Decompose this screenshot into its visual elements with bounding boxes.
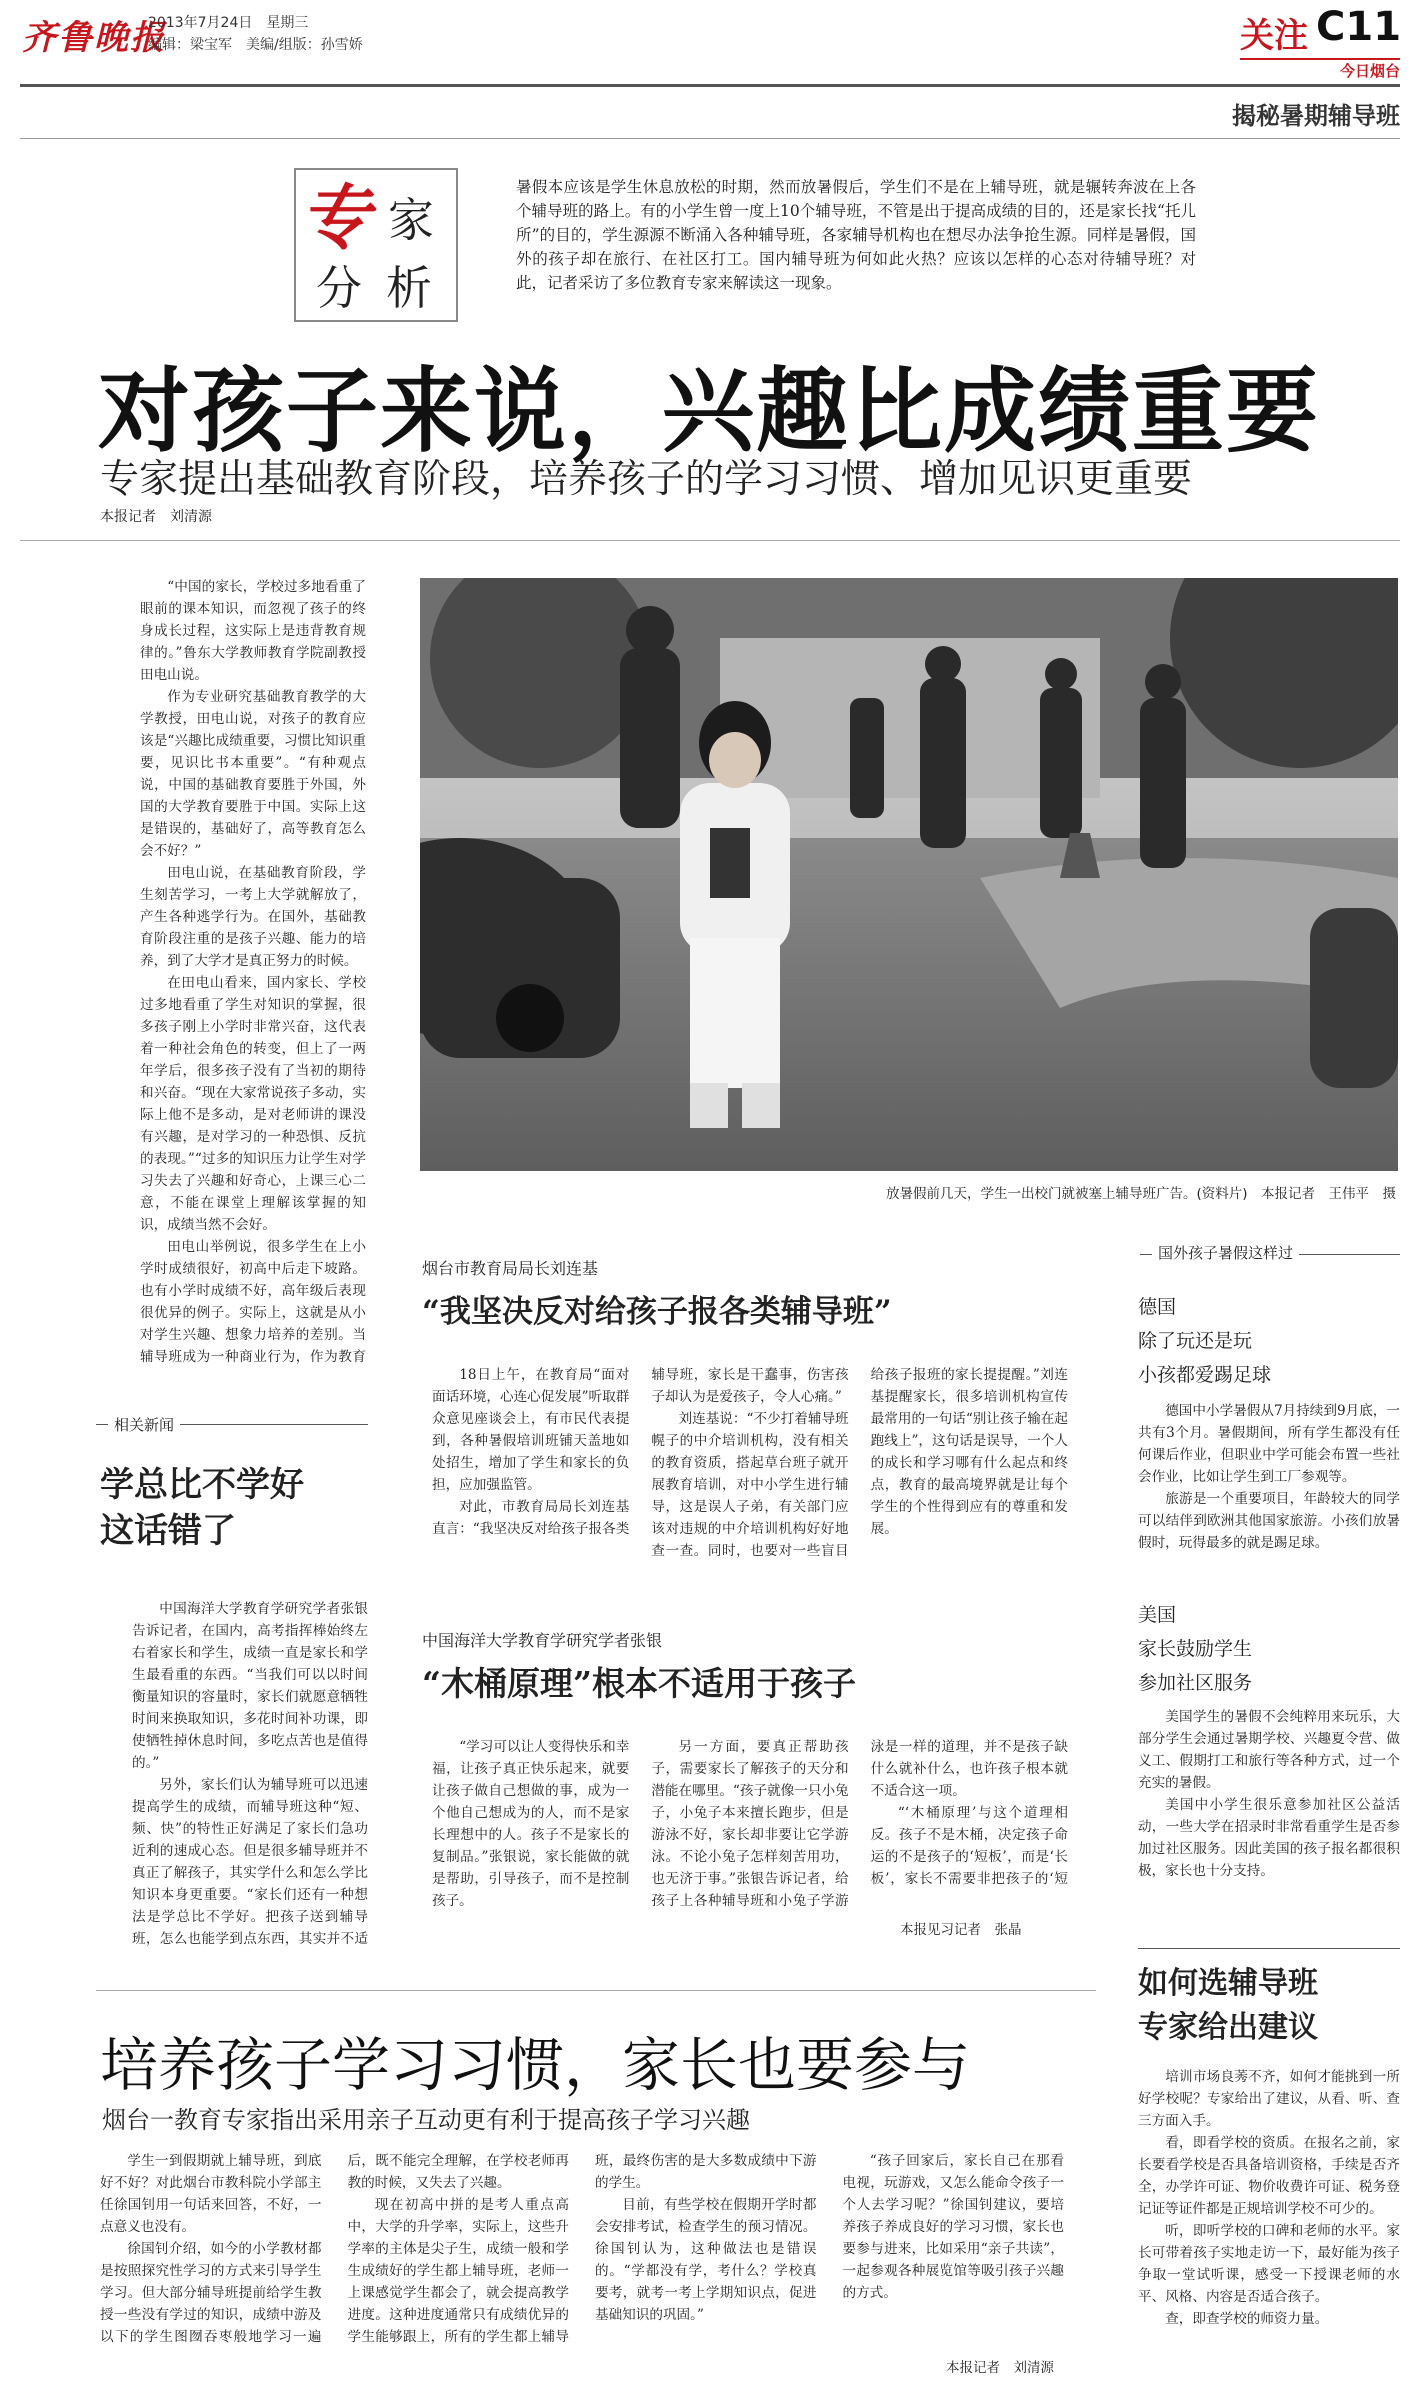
usa-header — [1138, 1598, 1252, 1700]
howto-headline-line: 如何选辅导班 — [1138, 1966, 1318, 2001]
badge-char-1: 专 — [300, 176, 370, 259]
paragraph: “‘木桶原理’与这个道理相反。孩子不是木桶，决定孩子命运的不是孩子的‘短板’，而是‘长板’，家长不需要非把孩子的‘短 — [870, 1805, 1068, 1887]
related-headline-line: 这话错了 — [100, 1511, 236, 1551]
paragraph: 在田电山看来，国内家长、学校过多地看重了学生对知识的掌握，很多孩子刚上小学时非常兴奋，这代表着一种社会角色的转变，但上了一两年学后，很多孩子没有了当初的期待和兴奋。“现在大家常说孩子多动，实际上他不是多动，是对老师讲的课没有兴趣，是对学习的一种恐惧、反抗的表现。”“过多的知识压力让学生对学习失去了兴趣和好奇心，上课三心二意，不能在课堂上理解该掌握的知识，成绩当然不会好。 — [140, 975, 366, 1233]
paragraph: 看，即看学校的资质。在报名之前，家长要看学校是否具备培训资格，手续是否齐全，办学许可证、物价收费许可证、税务登记证等证件都是正规培训学校不可少的。 — [1138, 2135, 1400, 2217]
paragraph: 徐国钊介绍，如今的小学教材都是按照探究性学习的方式来引导学生学习。但大部分辅导班提前给学生教授一些没有学过的知识，成绩中游及以下的学生图囫吞枣般地学习一遍后，既不能完全理解，在学校老师再教的时候，又失去了兴趣。 — [100, 2153, 569, 2345]
article3-body — [432, 1736, 1068, 1912]
bottom-headline: 培养孩子学习习惯，家长也要参与 — [100, 2031, 971, 2099]
howto-headline-line: 专家给出建议 — [1138, 2010, 1318, 2045]
paragraph: 听，即听学校的口碑和老师的水平。家长可带着孩子实地走访一下，最好能为孩子争取一堂试听课，感受一下授课老师的水平、风格、内容是否适合孩子。 — [1138, 2223, 1400, 2305]
expert-badge — [294, 168, 458, 322]
article3-headline: “木桶原理”根本不适用于孩子 — [422, 1664, 856, 1703]
germany-body — [1138, 1400, 1400, 1580]
paragraph: “孩子回家后，家长自己在那看电视，玩游戏，又怎么能命令孩子一个人去学习呢？”徐国钊建议，要培养孩子养成良好的学习习惯，家长也要参与进来，比如采用“亲子共读”，一起参观各种展览馆等吸引孩子兴趣的方式。 — [842, 2153, 1064, 2301]
main-subhead: 专家提出基础教育阶段，培养孩子的学习习惯、增加见识更重要 — [100, 457, 1193, 502]
paragraph: 现在初高中拼的是考人重点高中，大学的升学率，实际上，这些升学率的主体是尖子生，成绩一般和学生成绩好的学生都上辅导班，老师一上课感觉学生都会了，就会提高教学进度。这种进度通常只有成绩优异的学生能够跟上，所有的学生都上辅导班，最终伤害的是大多数成绩中下游的学生。 — [347, 2153, 817, 2345]
main-byline: 本报记者 刘清源 — [100, 509, 212, 525]
series-rule — [20, 138, 1400, 139]
germany-header — [1138, 1290, 1271, 1392]
bottom-body — [100, 2150, 1064, 2350]
paragraph: 刘连基说：“不少打着辅导班幌子的中介培训机构，没有相关的教育资质，搭起草台班子就开展教育培训，对中小学生进行辅导，这是误人子弟，有关部门应该对违规的中介培训机构好好地查一查。同时，也要对一些盲目给孩子报班的家长提提醒。”刘连基提醒家长，很多培训机构宣传最常用的一句话“别让孩子输在起跑线上”，这句话是误导，一个人的成长和学习哪有什么起点和终点，教育的最高境界就是让每个学生的个性得到应有的尊重和发展。 — [651, 1367, 1068, 1559]
badge-char-4: 析 — [386, 261, 432, 315]
germany-headline-line: 小孩都爱踢足球 — [1138, 1364, 1272, 1386]
article3-byline: 本报见习记者 张晶 — [900, 1922, 1022, 1938]
paragraph: 学生一到假期就上辅导班，到底好不好？对此烟台市教科院小学部主任徐国钊用一句话来回答，不好，一点意义也没有。 — [100, 2153, 322, 2235]
edition-label: 今日烟台 — [1240, 58, 1400, 82]
paragraph: 田电山举例说，很多学生在上小学时成绩很好，初高中后走下坡路。也有小学时成绩不好，高年级后表现很优异的例子。实际上，这就是从小对学生兴趣、想象力培养的差别。当辅导班成为一种商业行为，作为教育 — [140, 1239, 366, 1365]
masthead-rule — [20, 84, 1400, 87]
usa-body — [1138, 1706, 1400, 1916]
paragraph: 18日上午，在教育局“面对面话环境，心连心促发展”听取群众意见座谈会上，有市民代表提到，各种暑假培训班铺天盖地如处招生，增加了学生和家长的负担，应加强监管。 — [432, 1367, 630, 1493]
howto-headline — [1138, 1962, 1318, 2050]
news-photo — [420, 578, 1398, 1171]
page-code: C11 — [1316, 4, 1402, 50]
germany-country: 德国 — [1138, 1296, 1177, 1318]
paragraph: 德国中小学暑假从7月持续到9月底，一共有3个月。暑假期间，所有学生都没有任何课后作业，但职业中学可能会布置一些社会作业，比如让学生到工厂参观等。 — [1138, 1403, 1400, 1485]
paragraph: 中国海洋大学教育学研究学者张银告诉记者，在国内，高考指挥棒始终左右着家长和学生，成绩一直是家长和学生最看重的东西。“当我们可以以时间衡量知识的容量时，家长们就愿意牺牲时间来换取知识，多花时间补功课，即使牺牲掉休息时间，多吃点苦也是值得的。” — [132, 1601, 368, 1771]
related-headline-line: 学总比不学好 — [100, 1465, 304, 1505]
bottom-byline: 本报记者 刘清源 — [946, 2360, 1054, 2376]
intro-text: 暑假本应该是学生休息放松的时期，然而放暑假后，学生们不是在上辅导班，就是辗转奔波在上各个辅导班的路上。有的小学生曾一度上10个辅导班，不管是出于提高成绩的目的，还是家长找“托儿所”的目的，学生源源不断涌入各种辅导班，各家辅导机构也在想尽办法争抢生源。同样是暑假，国外的孩子却在旅行、在社区打工。国内辅导班为何如此火热？应该以怎样的心态对待辅导班？对此，记者采访了多位教育专家来解读这一现象。 — [516, 178, 1196, 292]
paragraph: 查，即查学校的师资力量。 — [1165, 2311, 1329, 2327]
paragraph: 美国学生的暑假不会纯粹用来玩乐，大部分学生会通过暑期学校、兴趣夏令营、做义工、假期打工和旅行等各种方式，过一个充实的暑假。 — [1138, 1709, 1400, 1791]
article2-kicker: 烟台市教育局局长刘连基 — [422, 1259, 599, 1278]
photo-scene — [420, 578, 1398, 1171]
photo-caption: 放暑假前几天，学生一出校门就被塞上辅导班广告。(资料片) 本报记者 王伟平 摄 — [885, 1186, 1396, 1202]
paragraph: “学习可以让人变得快乐和幸福，让孩子真正快乐起来，就要让孩子做自己想做的事，成为一个他自己想成为的人，而不是家长理想中的人。孩子不是家长的复制品。”张银说，家长能做的就是帮助，引导孩子，而不是控制孩子。 — [432, 1739, 630, 1909]
howto-body — [1138, 2066, 1400, 2372]
section-title: 关注 — [1240, 16, 1308, 56]
related-headline — [100, 1462, 304, 1554]
badge-char-2: 家 — [388, 193, 434, 247]
date-line: 2013年7月24日 星期三 — [148, 15, 309, 31]
related-body — [132, 1598, 368, 1950]
usa-headline-line: 家长鼓励学生 — [1138, 1638, 1253, 1660]
series-title: 揭秘暑期辅导班 — [1232, 102, 1400, 130]
bottom-subhead: 烟台一教育专家指出采用亲子互动更有利于提高孩子学习兴趣 — [102, 2106, 750, 2134]
paragraph: 作为专业研究基础教育教学的大学教授，田电山说，对孩子的教育应该是“兴趣比成绩重要，习惯比知识重要，见识比书本重要”。“有种观点说，中国的基础教育要胜于外国，外国的大学教育要胜于中国。实际上这是错误的，基础好了，高等教育怎么会不好？” — [140, 689, 366, 859]
paragraph: 目前，有些学校在假期开学时都会安排考试，检查学生的预习情况。徐国钊认为，这种做法也是错误的。“学都没有学，考什么？学校真要考，就考一考上学期知识点，促进基础知识的巩固。” — [595, 2197, 817, 2323]
main-headline: 对孩子来说，兴趣比成绩重要 — [98, 357, 1321, 465]
paragraph: 另外，家长们认为辅导班可以迅速提高学生的成绩，而辅导班这种“短、频、快”的特性正好满足了家长们急功近利的速成心态。但是很多辅导班并不真正了解孩子，其实学什么和怎么学比知识本身更重要。“家长们还有一种想法是学总比不学好。把孩子送到辅导班，怎么也能学到点东西，其实并不适 — [132, 1777, 368, 1947]
article2-headline: “我坚决反对给孩子报各类辅导班” — [422, 1294, 892, 1330]
paragraph: 另一方面，要真正帮助孩子，需要家长了解孩子的天分和潜能在哪里。“孩子就像一只小兔子，小兔子本来擅长跑步，但是游泳不好，家长却非要让它学游泳。不论小兔子怎样刻苦用功，也无济于事。”张银告诉记者，给孩子上各种辅导班和小兔子学游泳是一样的道理，并不是孩子缺什么就补什么，也许孩子根本就不适合这一项。 — [651, 1739, 1068, 1909]
sidebar-label: 国外孩子暑假这样过 — [1152, 1242, 1299, 1263]
usa-headline-line: 参加社区服务 — [1138, 1672, 1253, 1694]
article2-body — [432, 1364, 1068, 1596]
editors-line: 编辑：梁宝军 美编/组版：孙雪娇 — [148, 37, 363, 53]
paragraph: 田电山说，在基础教育阶段，学生刻苦学习，一考上大学就解放了，产生各种逃学行为。在国外，基础教育阶段注重的是孩子兴趣、能力的培养，到了大学才是真正努力的时候。 — [140, 865, 366, 969]
main-article-body — [140, 576, 366, 1366]
article3-kicker: 中国海洋大学教育学研究学者张银 — [422, 1631, 663, 1650]
usa-country: 美国 — [1138, 1604, 1177, 1626]
paragraph: 旅游是一个重要项目，年龄较大的同学可以结伴到欧洲其他国家旅游。小孩们放暑假时，玩得最多的就是踢足球。 — [1138, 1491, 1400, 1551]
paper-logo: 齐鲁晚报 — [22, 18, 166, 58]
related-label: 相关新闻 — [108, 1414, 180, 1435]
paragraph: 培训市场良莠不齐，如何才能挑到一所好学校呢？专家给出了建议，从看、听、查三方面入手。 — [1138, 2069, 1400, 2129]
paragraph: 美国中小学生很乐意参加社区公益活动，一些大学在招录时非常看重学生是否参加过社区服务。因此美国的孩子报名都很积极，家长也十分支持。 — [1138, 1797, 1400, 1879]
badge-char-3: 分 — [316, 261, 362, 315]
paragraph: “中国的家长，学校过多地看重了眼前的课本知识，而忽视了孩子的终身成长过程，这实际上是违背教育规律的。”鲁东大学教师教育学院副教授田电山说。 — [140, 579, 366, 683]
paragraph: 对此，市教育局局长刘连基直言：“我坚决反对给孩子报各类辅导班，家长是干蠢事，伤害孩子却认为是爱孩子，令人心痛。” — [432, 1367, 849, 1537]
germany-headline-line: 除了玩还是玩 — [1138, 1330, 1253, 1352]
